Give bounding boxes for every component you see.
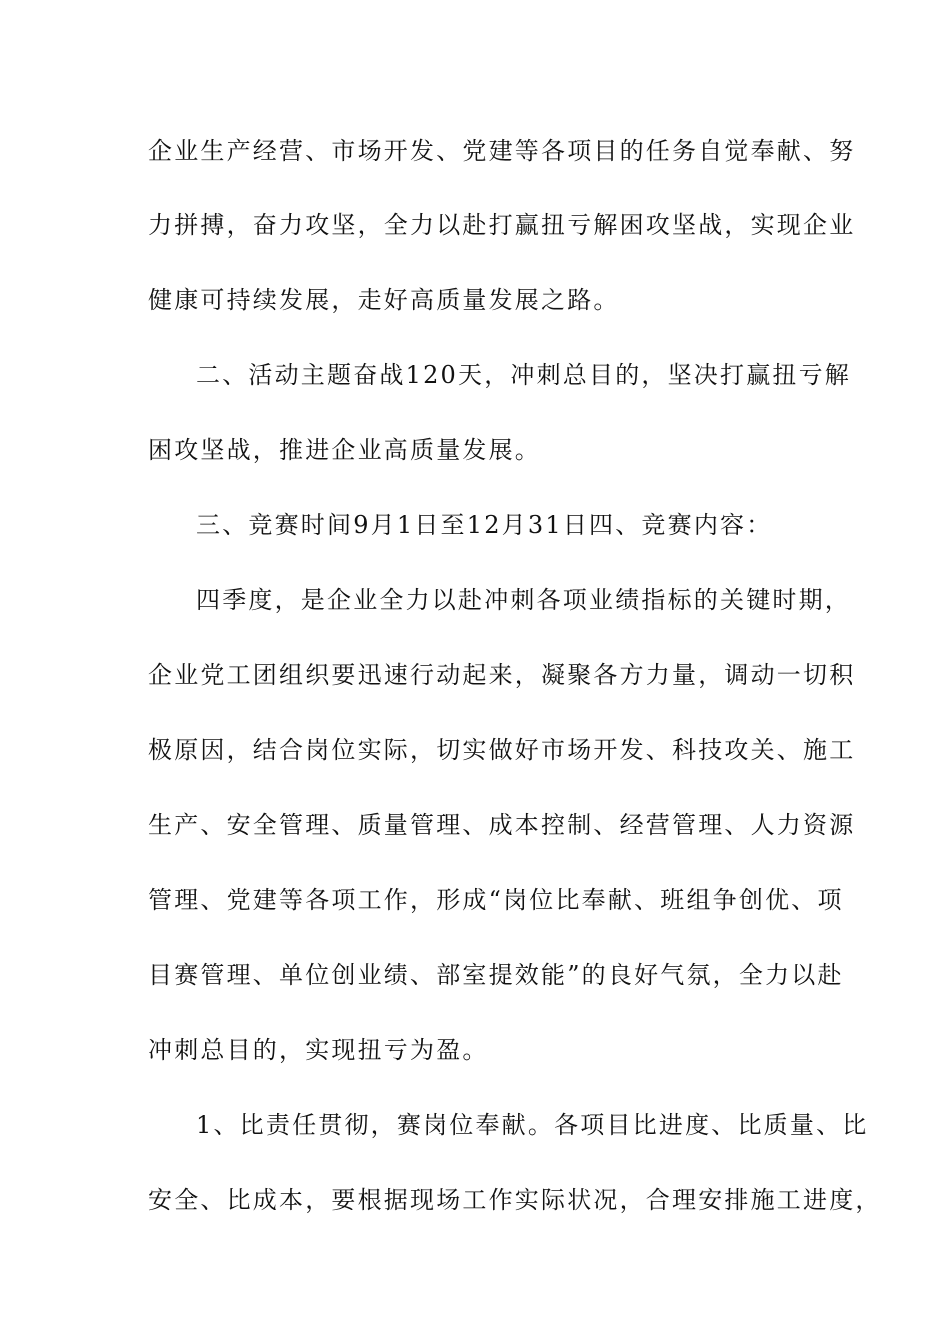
text-line: 健康可持续发展，走好高质量发展之路。: [148, 286, 620, 314]
text-line: 1、比责任贯彻，赛岗位奉献。各项目比进度、比质量、比: [196, 1111, 869, 1139]
text-line: 目赛管理、单位创业绩、部室提效能”的良好气氛，全力以赴: [148, 961, 844, 989]
text-line: 安全、比成本，要根据现场工作实际状况，合理安排施工进度，: [148, 1186, 882, 1214]
text-line: 三、竞赛时间9月1日至12月31日四、竞赛内容：: [196, 511, 773, 539]
text-line: 极原因，结合岗位实际，切实做好市场开发、科技攻关、施工: [148, 736, 856, 764]
text-line: 冲刺总目的，实现扭亏为盈。: [148, 1036, 489, 1064]
text-line: 生产、安全管理、质量管理、成本控制、经营管理、人力资源: [148, 811, 856, 839]
text-line: 企业生产经营、市场开发、党建等各项目的任务自觉奉献、努: [148, 137, 856, 165]
text-line: 力拼搏，奋力攻坚，全力以赴打赢扭亏解困攻坚战，实现企业: [148, 211, 856, 239]
text-line: 二、活动主题奋战120天，冲刺总目的，坚决打赢扭亏解: [196, 361, 852, 389]
text-line: 四季度，是企业全力以赴冲刺各项业绩指标的关键时期，: [196, 586, 851, 614]
text-line: 企业党工团组织要迅速行动起来，凝聚各方力量，调动一切积: [148, 661, 856, 689]
text-line: 管理、党建等各项工作，形成“岗位比奉献、班组争创优、项: [148, 886, 844, 914]
text-line: 困攻坚战，推进企业高质量发展。: [148, 436, 541, 464]
